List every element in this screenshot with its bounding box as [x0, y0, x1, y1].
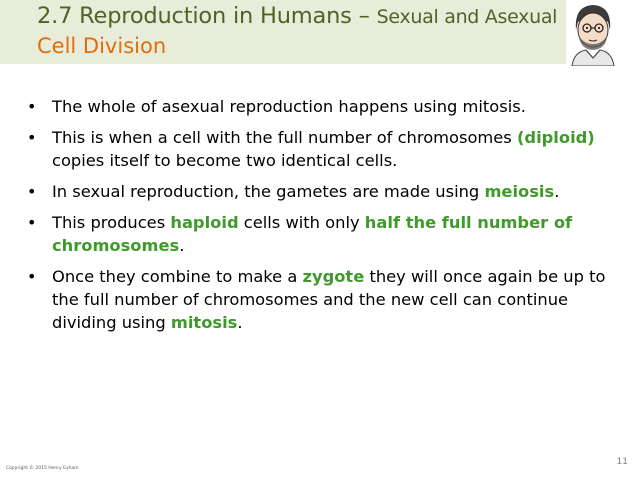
bullet-symbol: •: [27, 213, 37, 232]
bullet-text-segment: This is when a cell with the full number of chromosomes: [52, 128, 517, 147]
slide-title: [37, 3, 557, 29]
bullet-symbol: •: [27, 182, 37, 201]
highlighted-term: (diploid): [516, 128, 595, 147]
bullet-text-segment: This produces: [52, 213, 171, 232]
bullet-text-segment: .: [237, 313, 243, 332]
bullet-text: [52, 213, 572, 255]
slide-subtitle: Cell Division: [37, 34, 167, 58]
page-number: 11: [616, 457, 628, 467]
bullet-symbol: •: [27, 267, 37, 286]
bullet-text-segment: copies itself to become two identical cells.: [52, 151, 398, 170]
bullet-item: [27, 265, 627, 334]
title-band: [0, 0, 566, 64]
bullet-list: [27, 95, 627, 342]
bullet-text: [52, 128, 595, 170]
bullet-text-segment: cells with only: [238, 213, 365, 232]
highlighted-term: mitosis: [170, 313, 238, 332]
slide-title-main: 2.7 Reproduction in Humans –: [37, 3, 377, 29]
teacher-avatar-icon: [564, 0, 622, 66]
bullet-symbol: •: [27, 97, 37, 116]
highlighted-term: haploid: [170, 213, 239, 232]
bullet-text: [52, 182, 559, 201]
highlighted-term: meiosis: [484, 182, 555, 201]
bullet-text-segment: .: [179, 236, 185, 255]
bullet-symbol: •: [27, 128, 37, 147]
bullet-text: [52, 267, 605, 332]
bullet-text: [52, 97, 526, 116]
slide-title-sub: Sexual and Asexual: [376, 6, 558, 28]
bullet-item: [27, 95, 627, 118]
bullet-text-segment: they will once again be up to the full number of chromosomes and the new cell can continue dividing using: [52, 267, 606, 332]
bullet-text-segment: .: [554, 182, 560, 201]
copyright-text: Copyright © 2015 Henry Exham: [6, 466, 79, 471]
bullet-item: [27, 211, 627, 257]
bullet-text-segment: The whole of asexual reproduction happens using mitosis.: [52, 97, 526, 116]
bullet-item: [27, 126, 627, 172]
bullet-text-segment: In sexual reproduction, the gametes are made using: [52, 182, 485, 201]
highlighted-term: zygote: [302, 267, 365, 286]
highlighted-term: half the full number of chromosomes: [52, 213, 573, 255]
bullet-item: [27, 180, 627, 203]
bullet-text-segment: Once they combine to make a: [52, 267, 303, 286]
